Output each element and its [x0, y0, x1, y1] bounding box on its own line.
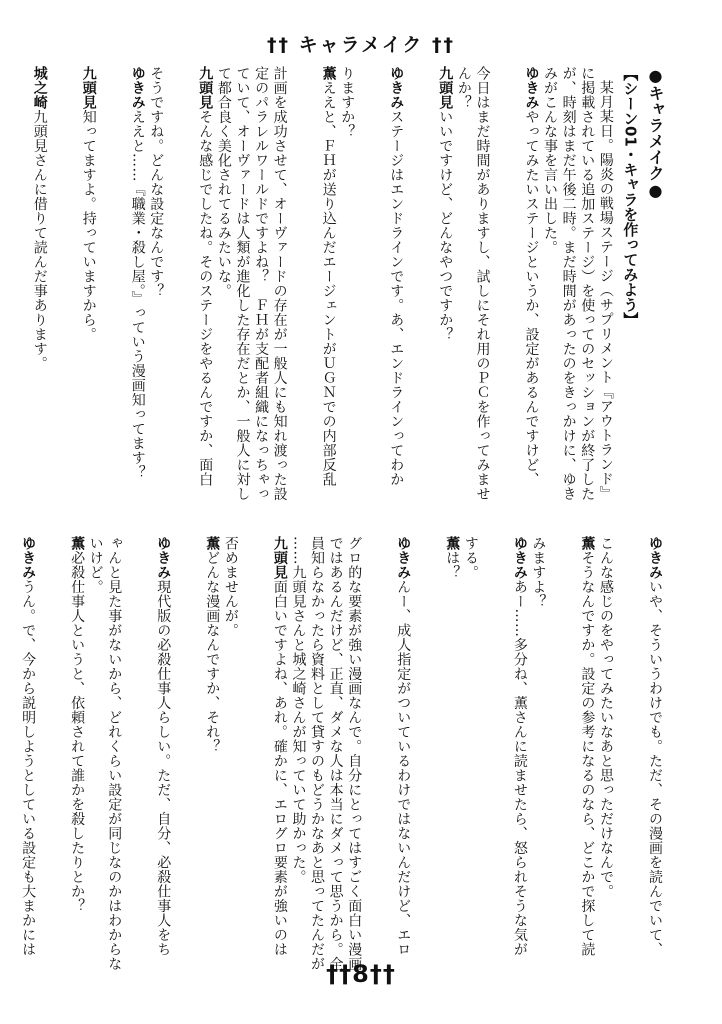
speaker-name: ゆきみ: [388, 66, 405, 110]
page-number: ††8††: [326, 960, 396, 988]
dialogue-text: 今日はまだ時間がありますし、試しにそれ用のＰＣを作ってみませ: [474, 66, 491, 501]
dialogue-text: そんな感じでしたね。そのステージをやるんですか、面白: [197, 109, 214, 487]
speaker-name: 九頭見: [80, 66, 97, 110]
dialogue-line: [615, 536, 664, 957]
dialogue-line: [251, 66, 270, 501]
speaker-name: 九頭見: [271, 536, 288, 580]
bottom-column: [20, 536, 664, 971]
narration: [540, 66, 614, 501]
dialogue-line: [529, 536, 548, 950]
top-column: [31, 66, 665, 501]
dialogue-text: 員知らなかったら資料として貸すのもどうかなあと思ってたんだが: [309, 536, 326, 971]
speaker-name: 九頭見: [197, 66, 214, 110]
narration-line: 某月某日。陽炎の戦場ステージ（サプリメント『アウトランド』: [597, 80, 614, 501]
dialogue-line: [326, 536, 345, 971]
dialogue-text: ていて、オーヴァードは人類が進化した存在だとか、一般人に対し: [234, 66, 251, 501]
dialogue-line: [596, 536, 615, 950]
dialogue-line: [0, 536, 37, 957]
dialogue-text: んか？: [455, 66, 472, 110]
dialogue-bottom: [0, 536, 664, 971]
dialogue-line: [165, 66, 214, 496]
dialogue-line: [363, 536, 412, 957]
dialogue-top: [0, 66, 540, 501]
speaker-name: ゆきみ: [155, 536, 172, 580]
dialogue-text: 現代版の必殺仕事人らしい。ただ、自分、必殺仕事人をち: [155, 579, 172, 957]
dialogue-text: する。: [462, 536, 479, 580]
dialogue-line: [454, 66, 473, 496]
speaker-name: ゆきみ: [523, 66, 540, 110]
dialogue-text: 否めませんが。: [222, 536, 239, 638]
section-title: ●キャラメイク●: [646, 66, 665, 200]
dialogue-line: [289, 536, 308, 950]
dialogue-text: やってみたいステージというか、設定があるんですけど、: [523, 109, 540, 487]
dialogue-line: [491, 66, 540, 496]
speaker-name: 薫: [579, 536, 596, 551]
dialogue-text: ではあるんだけど、正直、ダメな人は本当にダメって思うから。全: [327, 536, 344, 971]
dialogue-text: こんな感じのをやってみたいなあと思っただけなんで。: [598, 536, 614, 899]
dialogue-line: [412, 536, 461, 950]
dialogue-line: [547, 536, 596, 957]
dialogue-text: いけど。: [87, 536, 104, 594]
dialogue-text: て都合良く美化されてるみたいな。: [215, 66, 232, 298]
dialogue-text: どんな漫画なんですか、それ？: [204, 550, 221, 754]
dialogue-text: ええと、ＦＨが送り込んだエージェントがＵＧＮでの内部反乱: [320, 80, 337, 487]
dialogue-text: 九頭見さんに借りて読んだ事あります。: [31, 109, 48, 371]
dialogue-text: ……九頭見さんと城之崎さんが知っていて助かった。: [290, 536, 307, 884]
dialogue-text: ええと……『職業・殺し屋。』っていう漫画知ってます？: [129, 109, 146, 480]
dialogue-text: んー、成人指定がついているわけではないんだけど、エロ: [395, 579, 412, 957]
speaker-name: 薫: [204, 536, 221, 551]
dialogue-line: [345, 536, 364, 971]
dialogue-line: [356, 66, 405, 496]
dialogue-text: 必殺仕事人というと、依頼されて誰かを殺したりとか？: [69, 550, 86, 913]
dialogue-line: [338, 66, 357, 496]
dialogue-line: [37, 536, 86, 950]
dialogue-text: あー……多分ね、薫さんに読ませたら、怒られそうな気が: [511, 579, 528, 957]
dialogue-line: [98, 66, 147, 496]
dialogue-text: いや、そういうわけでも。ただ、その漫画を読んでいて、: [647, 579, 663, 957]
dialogue-line: [123, 536, 172, 957]
dialogue-line: [270, 66, 289, 501]
dialogue-line: [214, 66, 233, 496]
dialogue-line: [461, 536, 480, 950]
dialogue-text: そうなんですか。設定の参考になるのなら、どこかで探して読: [579, 550, 596, 957]
dialogue-line: [221, 536, 240, 950]
dialogue-text: うん。で、今から説明しようとしている設定も大まかには: [20, 579, 37, 957]
dialogue-text: 計画を成功させて、オーヴァードの存在が一般人にも知れ渡った設: [271, 66, 288, 501]
dialogue-line: [480, 536, 529, 957]
dialogue-line: [49, 66, 98, 496]
dialogue-text: 面白いですよね、あれ。確かに、エログロ要素が強いのは: [271, 579, 288, 957]
speaker-name: 薫: [69, 536, 86, 551]
dialogue-line: [473, 66, 492, 501]
dialogue-text: は？: [444, 550, 461, 580]
page-header: †† キャラメイク ††: [267, 34, 455, 56]
speaker-name: 九頭見: [437, 66, 454, 110]
dialogue-text: 知ってますよ。持っていますから。: [80, 109, 97, 342]
dialogue-text: りますか？: [339, 66, 356, 139]
speaker-name: 薫: [320, 66, 337, 81]
dialogue-text: ゃんと見た事がないから、どれくらい設定が同じなのかはわからな: [106, 536, 123, 971]
dialogue-line: [105, 536, 124, 971]
dialogue-line: [289, 66, 338, 496]
speaker-name: ゆきみ: [647, 536, 663, 580]
dialogue-line: [233, 66, 252, 501]
dialogue-line: [147, 66, 166, 496]
speaker-name: 城之崎: [31, 66, 48, 110]
dialogue-line: [172, 536, 221, 950]
speaker-name: ゆきみ: [129, 66, 146, 110]
speaker-name: ゆきみ: [20, 536, 37, 580]
speaker-name: 薫: [444, 536, 461, 551]
dialogue-text: グロ的な要素が強い漫画なんで。自分にとってはすごく面白い漫画: [346, 536, 363, 971]
dialogue-text: みますよ？: [530, 536, 547, 609]
dialogue-line: [86, 536, 105, 950]
scene-title: 【シーン01・キャラを作ってみよう】: [621, 66, 640, 327]
narration-line: が、時刻はまだ午後二時。まだ時間があったのをきっかけに、ゆき: [560, 66, 577, 501]
dialogue-line: [240, 536, 289, 957]
speaker-name: ゆきみ: [511, 536, 528, 580]
narration-line: に掲載されている追加ステージ）を使ってのセッションが終了した: [579, 66, 596, 501]
dialogue-text: 定のパラレルワールドですよね？ ＦＨが支配者組織になっちゃっ: [253, 66, 270, 501]
speaker-name: ゆきみ: [395, 536, 412, 580]
dialogue-line: [307, 536, 326, 971]
dialogue-line: [0, 66, 49, 496]
dialogue-line: [405, 66, 454, 496]
dialogue-text: ステージはエンドラインです。あ、エンドラインってわか: [388, 109, 405, 487]
dialogue-text: いいですけど、どんなやつですか？: [437, 109, 454, 342]
narration-line: みがこんな事を言い出した。: [542, 66, 559, 255]
dialogue-text: そうですね。どんな設定なんです？: [148, 66, 165, 298]
